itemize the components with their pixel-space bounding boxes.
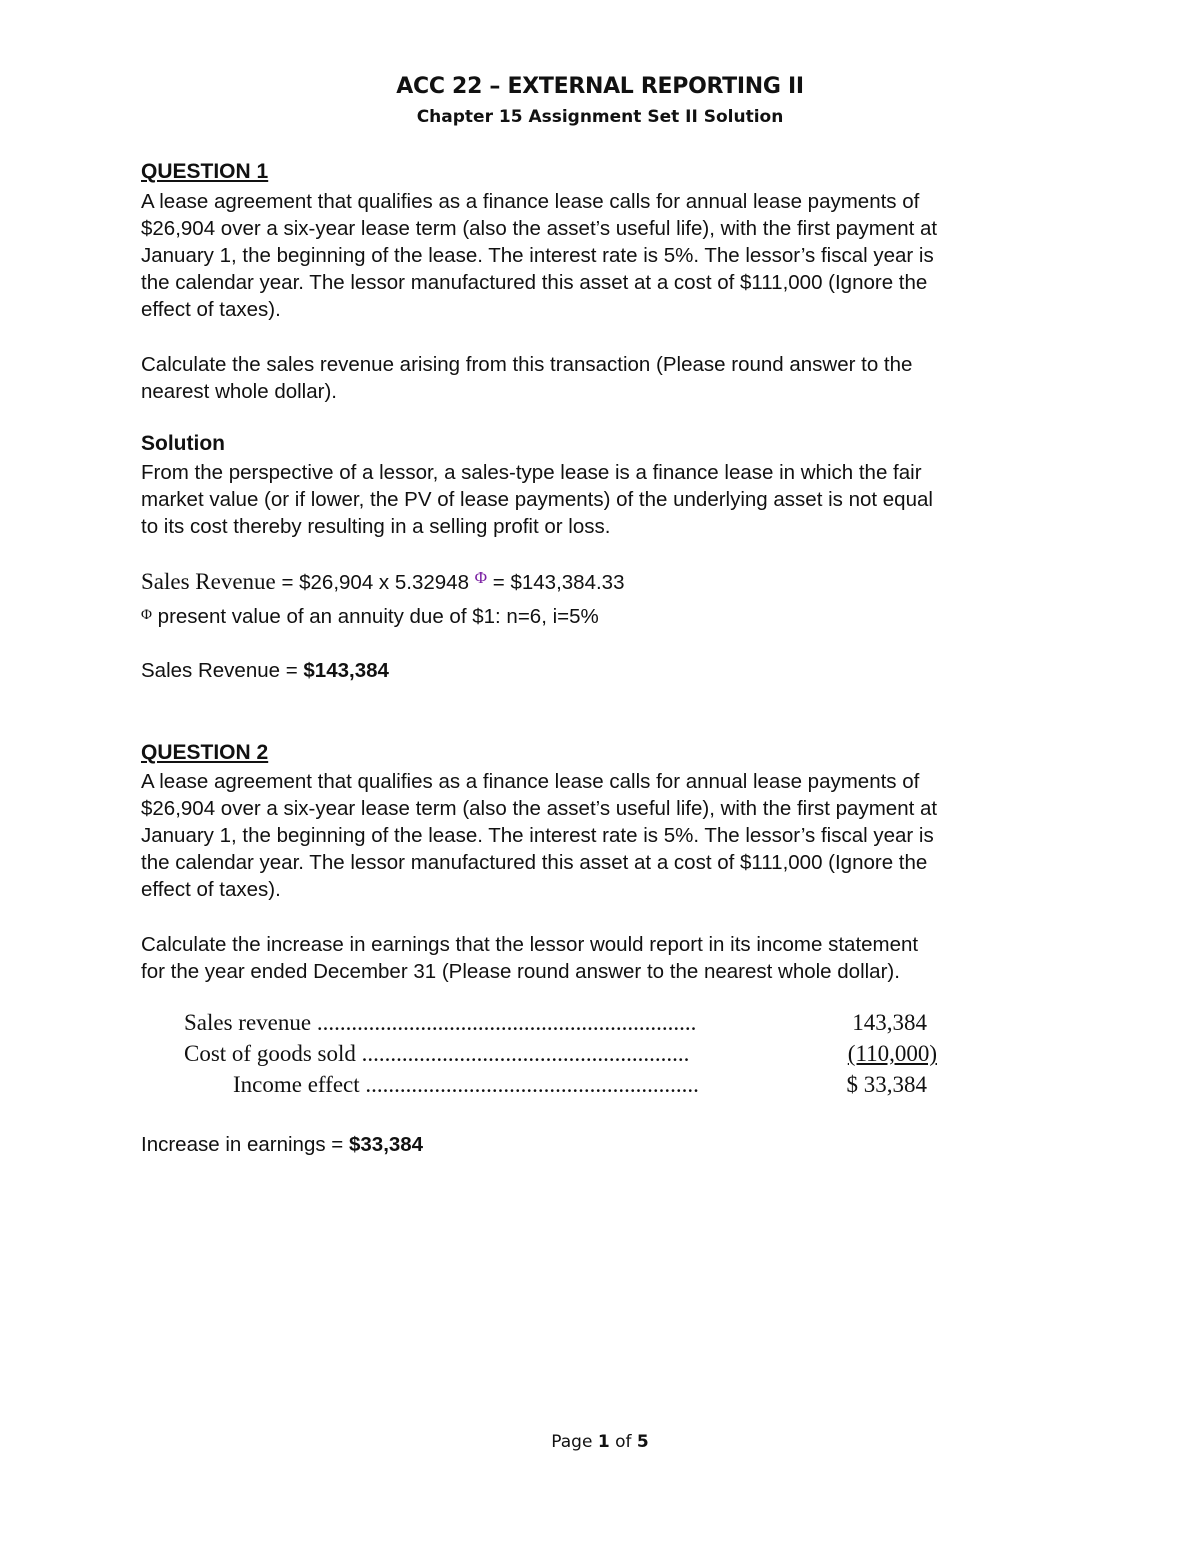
question-1-task — [141, 351, 1071, 405]
solution-body — [141, 459, 1071, 540]
answer-label: Increase in earnings = — [141, 1133, 349, 1156]
question-1-answer — [141, 659, 389, 683]
page-prefix: Page — [551, 1432, 598, 1452]
solution-line: to its cost thereby resulting in a selling profit or loss. — [141, 515, 611, 538]
question-2-task-line: for the year ended December 31 (Please round answer to the nearest whole dollar). — [141, 960, 900, 983]
solution-line: From the perspective of a lessor, a sales-type lease is a finance lease in which the fair — [141, 461, 922, 484]
sales-revenue-formula — [141, 568, 624, 595]
formula-footnote — [141, 605, 599, 629]
question-1-heading: QUESTION 1 — [141, 160, 269, 183]
question-1-task-line: Calculate the sales revenue arising from this transaction (Please round answer to the — [141, 353, 913, 376]
question-1-task-line: nearest whole dollar). — [141, 380, 337, 403]
table-row-amount: $ 33,384 — [846, 1072, 927, 1097]
question-2-line: A lease agreement that qualifies as a finance lease calls for annual lease payments of — [141, 770, 920, 793]
phi-symbol: Φ — [474, 568, 488, 587]
question-2-line: the calendar year. The lessor manufactured this asset at a cost of $111,000 (Ignore the — [141, 851, 928, 874]
table-row-amount: 143,384 — [852, 1010, 927, 1035]
answer-value: $143,384 — [303, 659, 389, 682]
table-row-label: Cost of goods sold ......................................................... — [184, 1041, 690, 1066]
document-title: ACC 22 – EXTERNAL REPORTING II — [396, 74, 804, 99]
answer-label: Sales Revenue = — [141, 659, 304, 682]
question-2-heading: QUESTION 2 — [141, 741, 269, 764]
question-2-line: January 1, the beginning of the lease. The interest rate is 5%. The lessor’s fiscal year is — [141, 824, 934, 847]
table-row-amount: (110,000) — [847, 1041, 937, 1066]
question-1-line: the calendar year. The lessor manufactured this asset at a cost of $111,000 (Ignore the — [141, 271, 928, 294]
table-row-label: Sales revenue .................................................................. — [184, 1010, 697, 1035]
question-2-line: $26,904 over a six-year lease term (also the asset’s useful life), with the first payment at — [141, 797, 938, 820]
question-2-answer — [141, 1133, 423, 1157]
page-current: 1 — [597, 1432, 610, 1452]
question-1-line: $26,904 over a six-year lease term (also the asset’s useful life), with the first payment at — [141, 217, 938, 240]
question-2-task — [141, 931, 1071, 985]
formula-result: = $143,384.33 — [487, 571, 625, 594]
question-2-body — [141, 768, 1071, 903]
solution-line: market value (or if lower, the PV of lease payments) of the underlying asset is not equal — [141, 488, 933, 511]
table-row-label: Income effect .......................................................... — [233, 1072, 699, 1097]
question-1-line: January 1, the beginning of the lease. The interest rate is 5%. The lessor’s fiscal year is — [141, 244, 934, 267]
footnote-phi-symbol: Φ — [141, 607, 152, 623]
formula-label: Sales Revenue — [141, 569, 276, 594]
question-1-body — [141, 188, 1071, 323]
solution-heading: Solution — [141, 432, 225, 455]
question-2-task-line: Calculate the increase in earnings that the lessor would report in its income statement — [141, 933, 919, 956]
document-subtitle: Chapter 15 Assignment Set II Solution — [416, 107, 784, 127]
page-total: 5 — [636, 1432, 649, 1452]
page-number — [0, 1432, 1200, 1452]
answer-value: $33,384 — [348, 1133, 424, 1156]
question-1-line: effect of taxes). — [141, 298, 281, 321]
footnote-text: present value of an annuity due of $1: n=6, i=5% — [151, 605, 599, 628]
question-2-line: effect of taxes). — [141, 878, 281, 901]
formula-expression: = $26,904 x 5.32948 — [275, 571, 475, 594]
question-1-line: A lease agreement that qualifies as a finance lease calls for annual lease payments of — [141, 190, 920, 213]
page-mid: of — [609, 1432, 637, 1452]
